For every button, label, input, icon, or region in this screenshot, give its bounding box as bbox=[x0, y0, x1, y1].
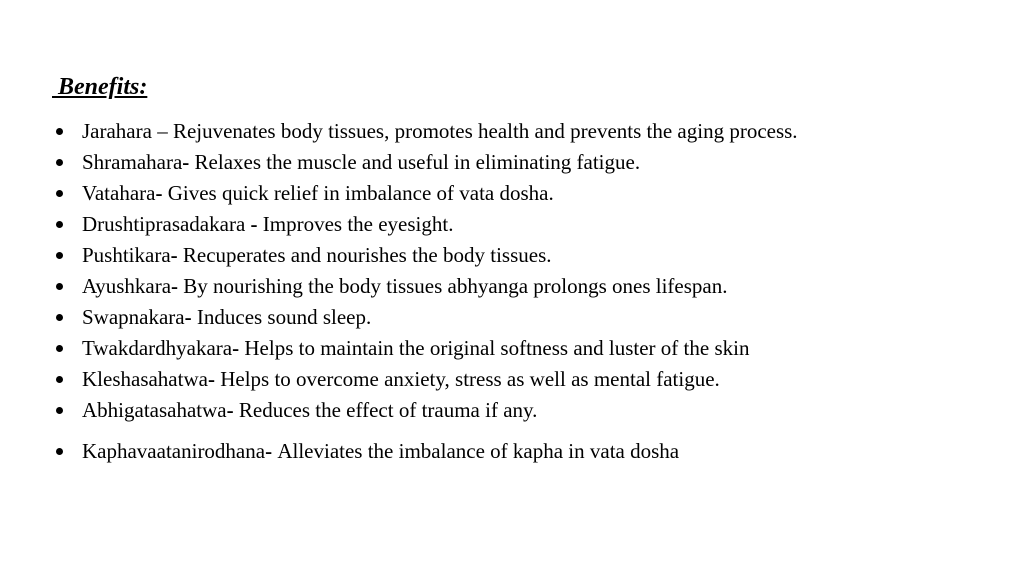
benefit-separator: - bbox=[245, 212, 263, 236]
list-item bbox=[56, 240, 1016, 271]
benefit-description: Alleviates the imbalance of kapha in vata dosha bbox=[277, 439, 680, 463]
list-item bbox=[56, 302, 1016, 333]
benefits-list bbox=[56, 116, 1016, 467]
benefit-description: By nourishing the body tissues abhyanga prolongs ones lifespan. bbox=[183, 274, 728, 298]
bullet-icon bbox=[56, 190, 63, 197]
benefit-description: Improves the eyesight. bbox=[262, 212, 454, 236]
bullet-icon bbox=[56, 159, 63, 166]
benefit-description: Helps to overcome anxiety, stress as well as mental fatigue. bbox=[220, 367, 720, 391]
list-item bbox=[56, 271, 1016, 302]
list-item bbox=[56, 147, 1016, 178]
benefit-description: Relaxes the muscle and useful in eliminating fatigue. bbox=[194, 150, 641, 174]
benefit-description: Recuperates and nourishes the body tissues. bbox=[182, 243, 552, 267]
benefit-term: Ayushkara bbox=[82, 274, 172, 298]
benefit-separator: - bbox=[184, 305, 197, 329]
benefit-description: Induces sound sleep. bbox=[196, 305, 372, 329]
list-item bbox=[56, 395, 1016, 426]
list-item bbox=[56, 178, 1016, 209]
list-item bbox=[56, 116, 1016, 147]
list-item bbox=[56, 333, 1016, 364]
bullet-icon bbox=[56, 252, 63, 259]
bullet-icon bbox=[56, 376, 63, 383]
benefit-separator: – bbox=[151, 119, 173, 143]
benefit-term: Swapnakara bbox=[82, 305, 185, 329]
benefit-term: Vatahara bbox=[82, 181, 156, 205]
benefit-term: Kleshasahatwa bbox=[82, 367, 208, 391]
benefit-term: Kaphavaatanirodhana bbox=[82, 439, 266, 463]
benefits-heading: Benefits: bbox=[52, 74, 148, 100]
benefit-term: Drushtiprasadakara bbox=[82, 212, 246, 236]
bullet-icon bbox=[56, 448, 63, 455]
benefit-description: Helps to maintain the original softness and luster of the skin bbox=[244, 336, 750, 360]
benefit-separator: - bbox=[155, 181, 168, 205]
benefit-term: Pushtikara bbox=[82, 243, 171, 267]
benefit-separator: - bbox=[182, 150, 195, 174]
benefit-description: Rejuvenates body tissues, promotes health and prevents the aging process. bbox=[172, 119, 798, 143]
list-item bbox=[56, 364, 1016, 395]
bullet-icon bbox=[56, 345, 63, 352]
benefit-separator: - bbox=[232, 336, 245, 360]
bullet-icon bbox=[56, 407, 63, 414]
benefit-description: Reduces the effect of trauma if any. bbox=[238, 398, 538, 422]
bullet-icon bbox=[56, 283, 63, 290]
bullet-icon bbox=[56, 314, 63, 321]
benefit-separator: - bbox=[226, 398, 239, 422]
benefit-term: Abhigatasahatwa bbox=[82, 398, 227, 422]
list-item bbox=[56, 209, 1016, 240]
benefit-description: Gives quick relief in imbalance of vata dosha. bbox=[167, 181, 554, 205]
benefit-term: Twakdardhyakara bbox=[82, 336, 233, 360]
benefit-separator: - bbox=[170, 243, 183, 267]
benefit-term: Shramahara bbox=[82, 150, 183, 174]
list-item bbox=[56, 436, 1016, 467]
benefit-separator: - bbox=[171, 274, 184, 298]
benefit-separator: - bbox=[207, 367, 221, 391]
benefit-separator: - bbox=[265, 439, 278, 463]
bullet-icon bbox=[56, 221, 63, 228]
bullet-icon bbox=[56, 128, 63, 135]
benefit-term: Jarahara bbox=[82, 119, 152, 143]
